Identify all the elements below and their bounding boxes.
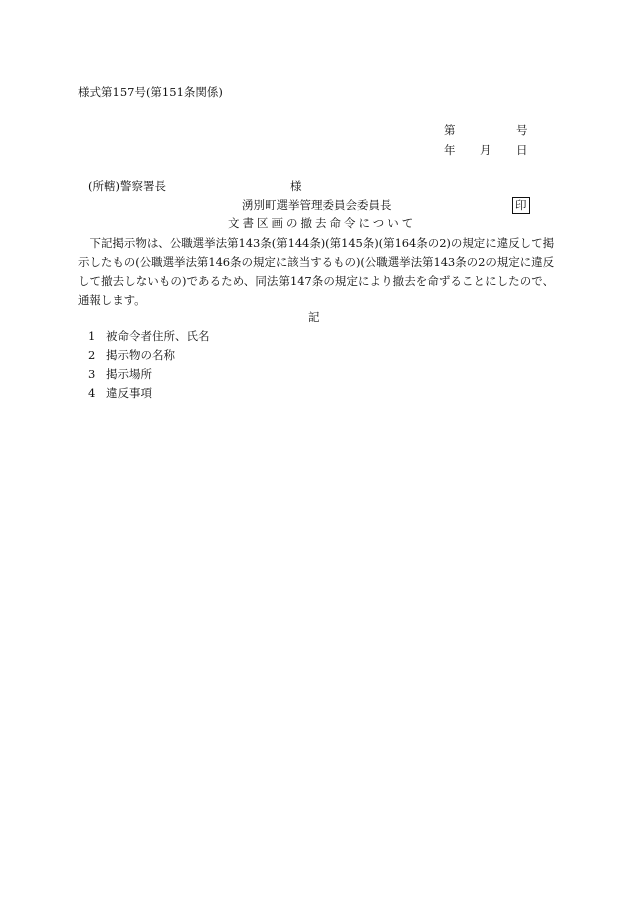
- item-number: 4: [88, 386, 96, 400]
- date-day-label: 日: [516, 143, 528, 157]
- item-label: 掲示場所: [106, 367, 152, 381]
- item-number: 2: [88, 348, 96, 362]
- date-year-label: 年: [444, 143, 456, 157]
- doc-number-prefix: 第: [444, 123, 456, 137]
- item-number: 1: [88, 329, 96, 343]
- seal-mark: 印: [512, 197, 530, 214]
- body-paragraph: 下記掲示物は、公職選挙法第143条(第144条)(第145条)(第164条の2)の規定に違反して掲示したもの(公職選挙法第146条の規定に該当するもの)(公職選挙法第143条の2の規定に違反して撤去しないもの)であるため、同法第147条の規定により撤去を命ずることにしたので、通報します。: [78, 236, 554, 307]
- item-number: 3: [88, 367, 96, 381]
- sender: 湧別町選挙管理委員会委員長: [242, 198, 392, 212]
- recipient: (所轄)警察署長: [88, 179, 166, 193]
- doc-number-suffix: 号: [516, 123, 528, 137]
- list-item: [88, 349, 175, 363]
- list-item: [88, 368, 152, 382]
- form-title: 様式第157号(第151条関係): [78, 85, 223, 99]
- recipient-honorific: 様: [290, 179, 302, 193]
- date-month-label: 月: [480, 143, 492, 157]
- subject-heading: 文書区画の撤去命令について: [228, 216, 417, 230]
- list-item: [88, 387, 152, 401]
- item-label: 被命令者住所、氏名: [106, 329, 210, 343]
- ki-heading: 記: [308, 310, 320, 324]
- list-item: [88, 330, 210, 344]
- item-label: 違反事項: [106, 386, 152, 400]
- item-label: 掲示物の名称: [106, 348, 175, 362]
